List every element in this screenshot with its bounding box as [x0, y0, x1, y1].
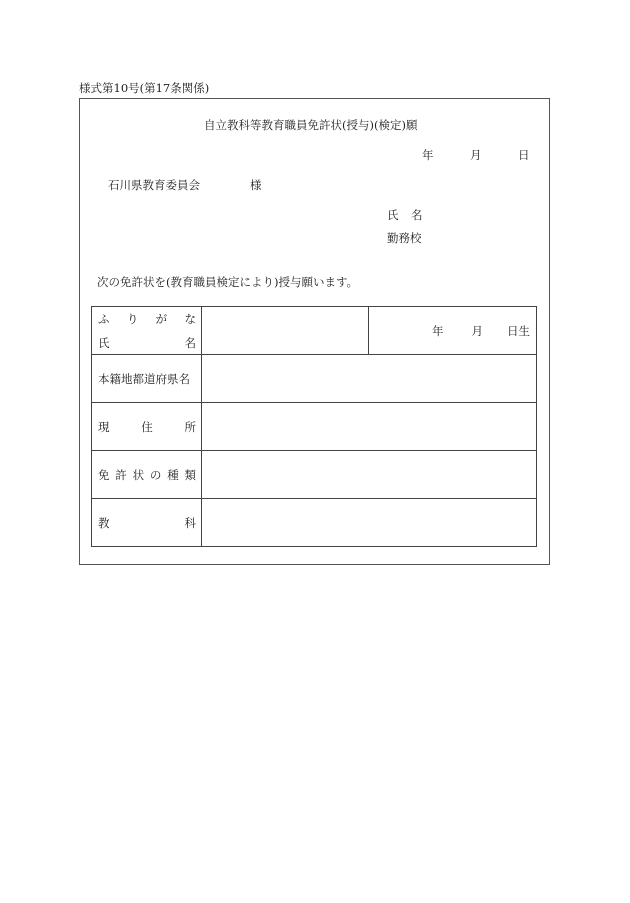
birthdate-field[interactable] — [369, 307, 537, 355]
date-year: 年 — [422, 148, 434, 162]
address-label-cell: 現 住 所 — [92, 403, 202, 451]
name-label: 氏 名 — [98, 335, 196, 350]
subject-label-cell: 教 科 — [92, 499, 202, 547]
table-row-subject — [92, 499, 537, 547]
form-number: 様式第10号(第17条関係) — [79, 81, 210, 95]
birth-day-label: 日生 — [507, 323, 530, 338]
domicile-label-cell: 本籍地都道府県名 — [92, 355, 202, 403]
table-row-domicile — [92, 355, 537, 403]
name-label-cell — [92, 307, 202, 355]
name-field[interactable] — [202, 307, 369, 355]
request-text: 次の免許状を(教育職員検定により)授与願います。 — [97, 275, 359, 289]
applicant-name-char-2: 名 — [411, 208, 423, 222]
application-table — [91, 306, 537, 547]
table-row-license-type — [92, 451, 537, 499]
table-row-name — [92, 307, 537, 355]
address-field[interactable] — [202, 403, 537, 451]
applicant-name-char-1: 氏 — [387, 208, 399, 222]
license-type-label-cell: 免 許 状 の 種 類 — [92, 451, 202, 499]
subject-field[interactable] — [202, 499, 537, 547]
furigana-label: ふ り が な — [98, 311, 196, 326]
table-row-address — [92, 403, 537, 451]
form-title: 自立教科等教育職員免許状(授与)(検定)願 — [204, 118, 418, 132]
addressee-name: 石川県教育委員会 — [108, 178, 200, 192]
date-day: 日 — [518, 148, 530, 162]
date-month: 月 — [470, 148, 482, 162]
license-type-field[interactable] — [202, 451, 537, 499]
applicant-school-label: 勤務校 — [387, 231, 422, 245]
birth-month-label: 月 — [471, 323, 483, 338]
birth-year-label: 年 — [432, 323, 444, 338]
addressee-honorific: 様 — [250, 178, 262, 192]
domicile-field[interactable] — [202, 355, 537, 403]
